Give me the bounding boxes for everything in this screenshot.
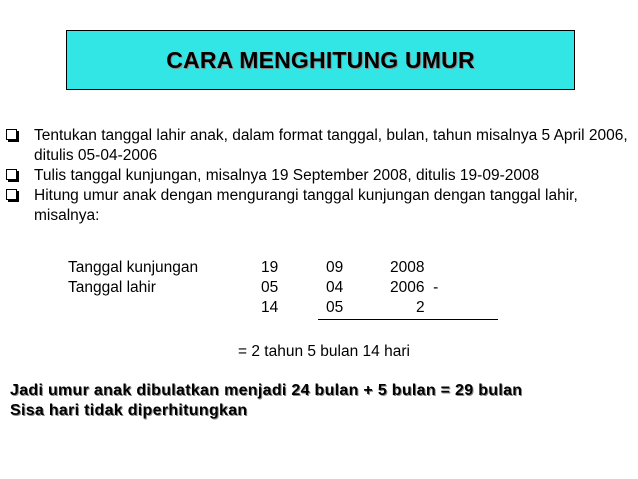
instruction-list	[6, 126, 634, 226]
list-item	[6, 186, 634, 226]
bullet-text: Hitung umur anak dengan mengurangi tanggal kunjungan dengan tanggal lahir, misalnya:	[34, 187, 578, 224]
calc-month: 09	[326, 259, 344, 276]
list-item	[6, 166, 634, 186]
calc-result: = 2 tahun 5 bulan 14 hari	[238, 343, 410, 360]
calc-day: 05	[261, 279, 279, 296]
calc-day: 19	[261, 259, 279, 276]
calc-year: 2	[416, 299, 425, 316]
conclusion-line-2: Sisa hari tidak diperhitungkan	[10, 402, 248, 419]
calc-year: 2008	[390, 259, 425, 276]
title-box	[66, 30, 575, 90]
calc-label: Tanggal lahir	[68, 279, 156, 296]
checkbox-bullet-icon	[6, 189, 17, 200]
subtraction-line	[318, 319, 498, 320]
calc-label: Tanggal kunjungan	[68, 259, 199, 276]
checkbox-bullet-icon	[6, 169, 17, 180]
calc-month: 04	[326, 279, 344, 296]
calc-month: 05	[326, 299, 344, 316]
list-item	[6, 126, 634, 166]
checkbox-bullet-icon	[6, 129, 17, 140]
page-title: CARA MENGHITUNG UMUR	[166, 46, 475, 73]
bullet-text: Tulis tanggal kunjungan, misalnya 19 September 2008, ditulis 19-09-2008	[34, 167, 540, 184]
calc-year: 2006 -	[390, 279, 439, 296]
calc-day: 14	[261, 299, 279, 316]
bullet-text: Tentukan tanggal lahir anak, dalam format tanggal, bulan, tahun misalnya 5 April 2006, ditulis 05-04-2006	[34, 127, 628, 164]
conclusion-line-1: Jadi umur anak dibulatkan menjadi 24 bulan + 5 bulan = 29 bulan	[10, 382, 523, 399]
